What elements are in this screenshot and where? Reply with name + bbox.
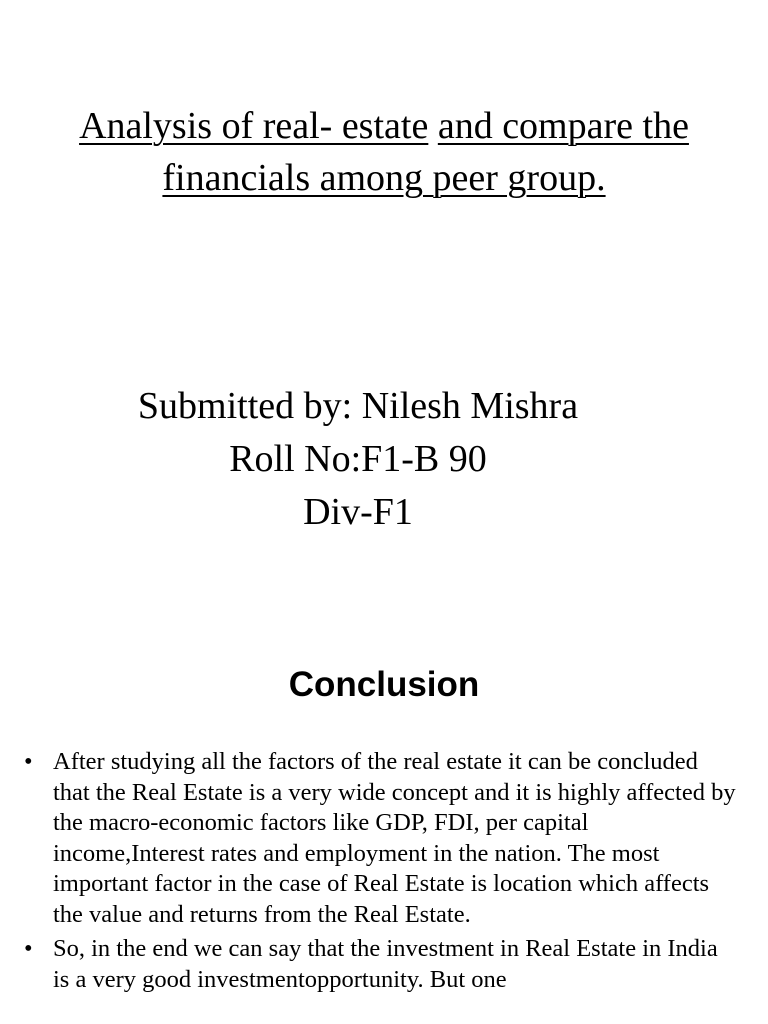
conclusion-point [24, 934, 740, 995]
page-title [0, 100, 768, 204]
conclusion-heading: Conclusion [288, 665, 480, 704]
division: Div-F1 [303, 491, 413, 533]
title-line-2 [0, 152, 768, 204]
submitted-by: Submitted by: Nilesh Mishra [137, 385, 579, 427]
bullet-icon: • [24, 748, 33, 775]
bullet-icon: • [24, 935, 33, 962]
conclusion-point-text: After studying all the factors of the real estate it can be concluded that the Real Estate is a very wide concept and it is highly affected by the macro-economic factors like GDP, FDI, per capital income,Interest rates and employment in the nation. The most important factor in the case of Real Estate is location which affects the value and returns from the Real Estate. [53, 748, 736, 928]
title-part-1: Analysis of real- estate [79, 105, 429, 147]
submission-block [0, 380, 716, 539]
title-part-3: financials among peer group. [162, 157, 606, 199]
roll-number: Roll No:F1-B 90 [229, 438, 487, 480]
title-part-2: and compare the [437, 105, 689, 147]
conclusion-point [24, 747, 740, 930]
title-line-1 [0, 100, 768, 152]
conclusion-list [24, 747, 740, 999]
conclusion-point-text: So, in the end we can say that the investment in Real Estate in India is a very good investmentopportunity. But one [53, 935, 718, 993]
